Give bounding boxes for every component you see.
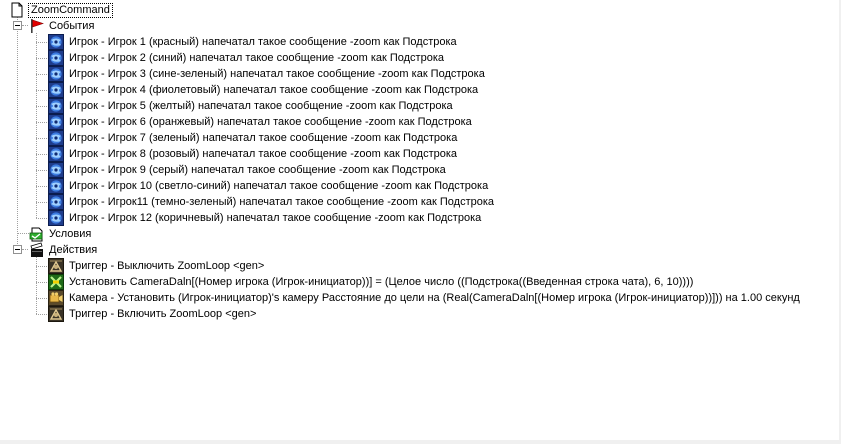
player-event-icon (48, 210, 64, 226)
action-item-label: Триггер - Включить ZoomLoop <gen> (69, 308, 257, 320)
player-event-icon (48, 98, 64, 114)
camera-icon (48, 290, 64, 306)
tree-line-event-item (36, 202, 47, 203)
tree-line-event-item (36, 42, 47, 43)
event-item-label: Игрок - Игрок 12 (коричневый) напечатал такое сообщение -zoom как Подстрока (69, 212, 482, 224)
event-item-label: Игрок - Игрок 9 (серый) напечатал такое сообщение -zoom как Подстрока (69, 164, 446, 176)
trigger-icon (48, 306, 64, 322)
tree-line-event-item (36, 186, 47, 187)
player-event-icon (48, 130, 64, 146)
tree-line-actions (22, 249, 28, 250)
event-item-label: Игрок - Игрок 4 (фиолетовый) напечатал такое сообщение -zoom как Подстрока (69, 84, 479, 96)
tree-line-conditions (17, 233, 29, 234)
event-item-label: Игрок - Игрок 7 (зеленый) напечатал такое сообщение -zoom как Подстрока (69, 132, 458, 144)
event-item-label: Игрок - Игрок 2 (синий) напечатал такое сообщение -zoom как Подстрока (69, 52, 445, 64)
player-event-icon (48, 162, 64, 178)
action-item-label: Камера - Установить (Игрок-инициатор)'s камеру Расстояние до цели на (Real(CameraDaln[(Номер игрока (Игрок-инициатор))])) на 1.00 секунд (69, 292, 800, 304)
tree-line-event-item (36, 138, 47, 139)
event-item-label: Игрок - Игрок 8 (розовый) напечатал такое сообщение -zoom как Подстрока (69, 148, 458, 160)
tree-line-event-item (36, 170, 47, 171)
clapperboard-icon (29, 242, 45, 258)
tree-line-event-item (36, 218, 47, 219)
tree-line-action-item (36, 298, 47, 299)
player-event-icon (48, 66, 64, 82)
event-item-label: Игрок - Игрок 10 (светло-синий) напечатал такое сообщение -zoom как Подстрока (69, 180, 489, 192)
conditions-label: Условия (49, 228, 92, 240)
player-event-icon (48, 178, 64, 194)
player-event-icon (48, 194, 64, 210)
tree-line-event-item (36, 58, 47, 59)
actions-label: Действия (49, 244, 98, 256)
tree-line-action-item (36, 314, 47, 315)
event-item-label: Игрок - Игрок 5 (желтый) напечатал такое сообщение -zoom как Подстрока (69, 100, 453, 112)
tree-line-events (22, 25, 28, 26)
tree-line-event-item (36, 74, 47, 75)
player-event-icon (48, 114, 64, 130)
collapse-events-button[interactable] (13, 21, 22, 30)
conditions-icon (29, 226, 45, 242)
player-event-icon (48, 82, 64, 98)
action-item-label: Триггер - Выключить ZoomLoop <gen> (69, 260, 265, 272)
set-variable-icon (48, 274, 64, 290)
tree-line-events-children (36, 33, 37, 218)
tree-line-event-item (36, 122, 47, 123)
trigger-icon (48, 258, 64, 274)
document-icon (9, 2, 25, 18)
tree-line-action-item (36, 266, 47, 267)
player-event-icon (48, 50, 64, 66)
events-label: События (49, 20, 95, 32)
event-item-label: Игрок - Игрок11 (темно-зеленый) напечатал такое сообщение -zoom как Подстрока (69, 196, 495, 208)
red-flag-icon (29, 18, 45, 34)
player-event-icon (48, 34, 64, 50)
event-item-label: Игрок - Игрок 6 (оранжевый) напечатал такое сообщение -zoom как Подстрока (69, 116, 472, 128)
tree-line-event-item (36, 90, 47, 91)
tree-line-action-item (36, 282, 47, 283)
window-edge-bottom (0, 440, 841, 444)
tree-line-event-item (36, 154, 47, 155)
player-event-icon (48, 146, 64, 162)
event-item-label: Игрок - Игрок 1 (красный) напечатал такое сообщение -zoom как Подстрока (69, 36, 457, 48)
root-label: ZoomCommand (28, 3, 113, 18)
tree-line-event-item (36, 106, 47, 107)
action-item-label: Установить CameraDaln[(Номер игрока (Игрок-инициатор))] = (Целое число ((Подстрока((Введенная строка чата), 6, 10)))) (69, 276, 694, 288)
tree-line-root (17, 17, 18, 250)
collapse-actions-button[interactable] (13, 245, 22, 254)
event-item-label: Игрок - Игрок 3 (сине-зеленый) напечатал такое сообщение -zoom как Подстрока (69, 68, 485, 80)
